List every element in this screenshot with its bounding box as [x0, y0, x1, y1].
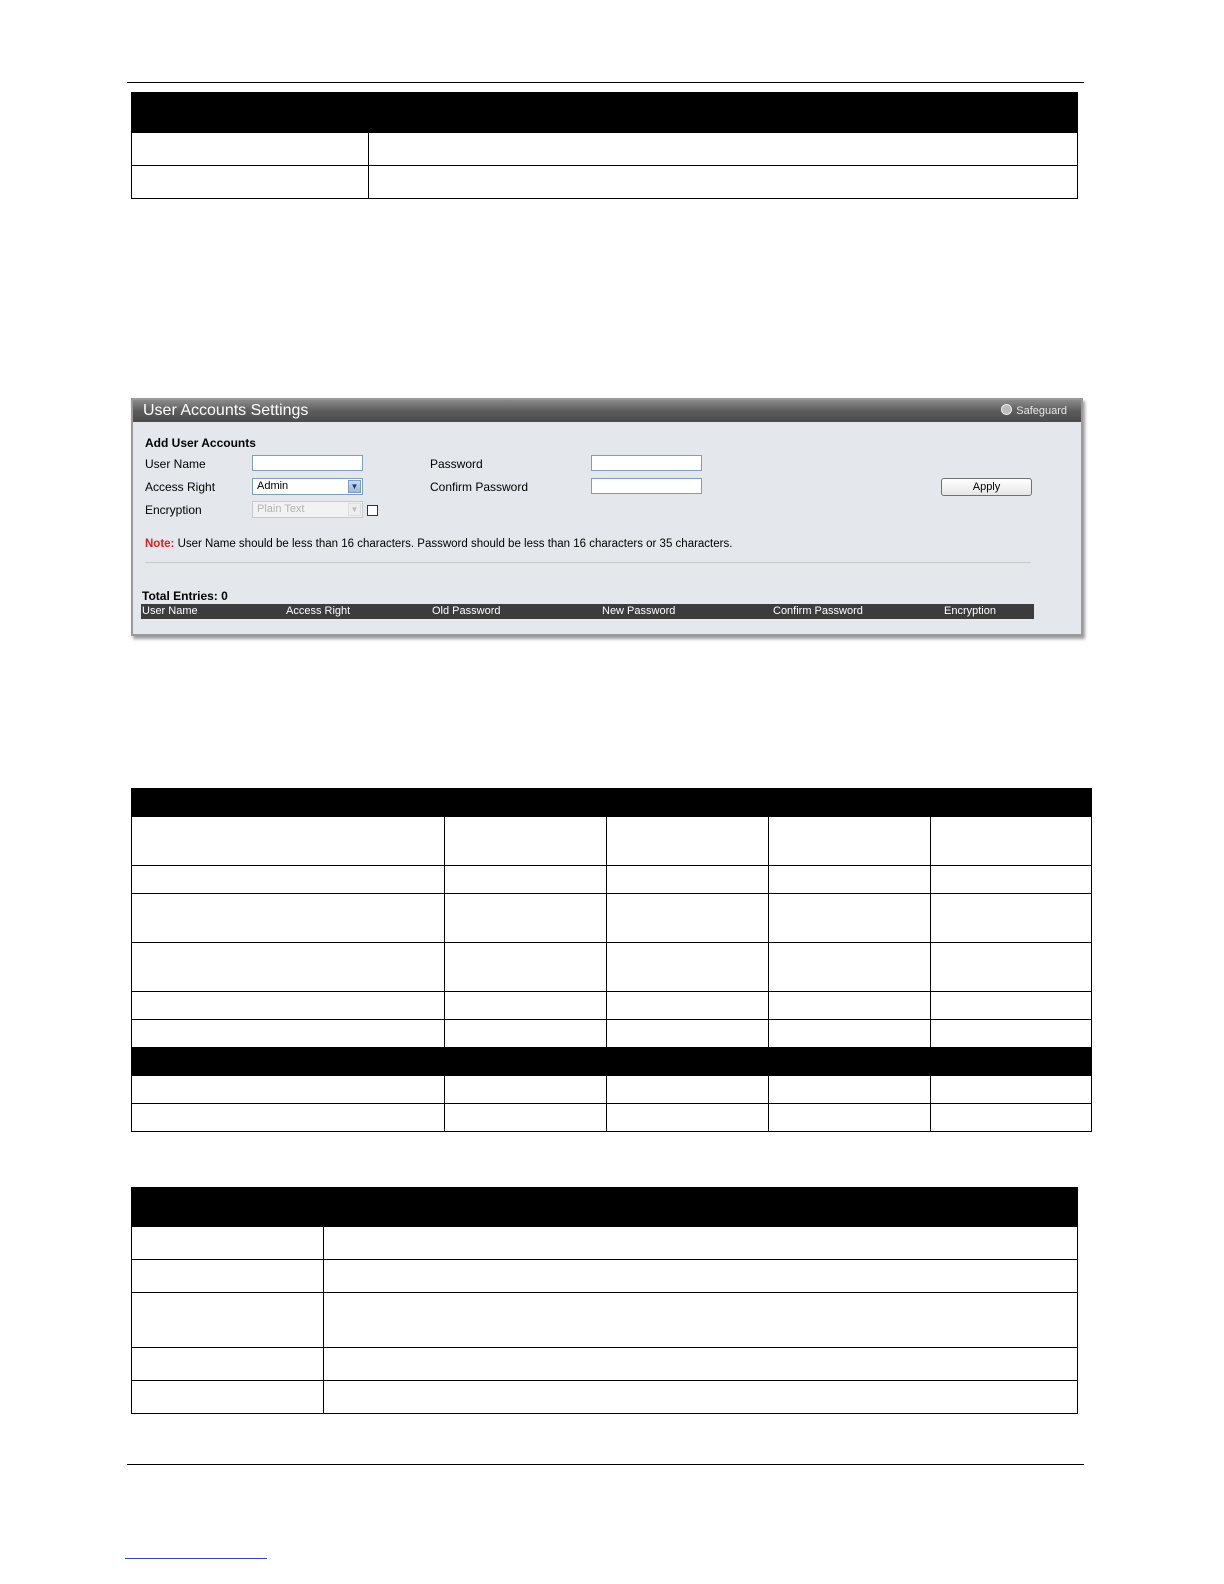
- table-row: [132, 943, 1092, 992]
- access-right-value: Admin: [257, 480, 289, 492]
- panel-title: User Accounts Settings: [143, 402, 309, 419]
- section-heading: Add User Accounts: [145, 436, 256, 450]
- column-encryption: Encryption: [944, 605, 996, 617]
- safeguard-indicator[interactable]: [1001, 404, 1067, 417]
- table-row: [132, 1381, 1078, 1414]
- table-row: [132, 133, 1078, 166]
- confirm-password-label: Confirm Password: [430, 480, 529, 494]
- table-row: [132, 817, 1092, 866]
- footer-link-underline[interactable]: [125, 1558, 267, 1559]
- note-body: User Name should be less than 16 characters. Password should be less than 16 characters or 35 characters.: [174, 538, 733, 550]
- page-header-rule: [127, 82, 1084, 83]
- table-header-row: [132, 789, 1092, 817]
- encryption-select: [252, 501, 363, 518]
- table-row: [132, 1293, 1078, 1348]
- encryption-value: Plain Text: [257, 503, 305, 515]
- parameter-table-bottom: [131, 1187, 1078, 1414]
- table-row: [132, 866, 1092, 894]
- password-label: Password: [430, 457, 483, 471]
- confirm-password-input[interactable]: [591, 478, 702, 494]
- encryption-checkbox[interactable]: [367, 505, 378, 516]
- user-name-input[interactable]: [252, 455, 363, 471]
- column-user-name: User Name: [142, 605, 198, 617]
- radio-dot-icon: [1001, 404, 1012, 415]
- access-right-label: Access Right: [145, 480, 216, 494]
- column-new-password: New Password: [602, 605, 676, 617]
- column-confirm-password: Confirm Password: [773, 605, 863, 617]
- access-right-select[interactable]: [252, 478, 363, 495]
- page-footer-rule: [127, 1464, 1084, 1465]
- table-row: [132, 1076, 1092, 1104]
- table-row: [132, 894, 1092, 943]
- table-row: [132, 1104, 1092, 1132]
- apply-button[interactable]: Apply: [941, 478, 1032, 496]
- total-entries: Total Entries: 0: [142, 589, 228, 603]
- user-list-header: [141, 604, 1034, 619]
- parameter-table-top: [131, 92, 1078, 199]
- note-text: [145, 538, 732, 550]
- table-header-row: [132, 93, 1078, 133]
- dropdown-arrow-icon: ▼: [348, 503, 361, 516]
- encryption-label: Encryption: [145, 503, 202, 517]
- password-input[interactable]: [591, 455, 702, 471]
- table-header-row: [132, 1188, 1078, 1227]
- table-row: [132, 166, 1078, 199]
- safeguard-label: Safeguard: [1016, 405, 1067, 417]
- panel-title-bar: [133, 400, 1081, 422]
- user-accounts-settings-panel: [131, 398, 1083, 636]
- table-row: [132, 1227, 1078, 1260]
- privilege-table: [131, 788, 1092, 1132]
- dropdown-arrow-icon: ▼: [348, 480, 361, 493]
- table-row: [132, 1020, 1092, 1048]
- table-row: [132, 992, 1092, 1020]
- note-label: Note:: [145, 538, 175, 550]
- column-old-password: Old Password: [432, 605, 501, 617]
- table-header-row: [132, 1048, 1092, 1076]
- user-name-label: User Name: [145, 457, 206, 471]
- panel-divider: [145, 562, 1031, 563]
- table-row: [132, 1348, 1078, 1381]
- column-access-right: Access Right: [286, 605, 351, 617]
- table-row: [132, 1260, 1078, 1293]
